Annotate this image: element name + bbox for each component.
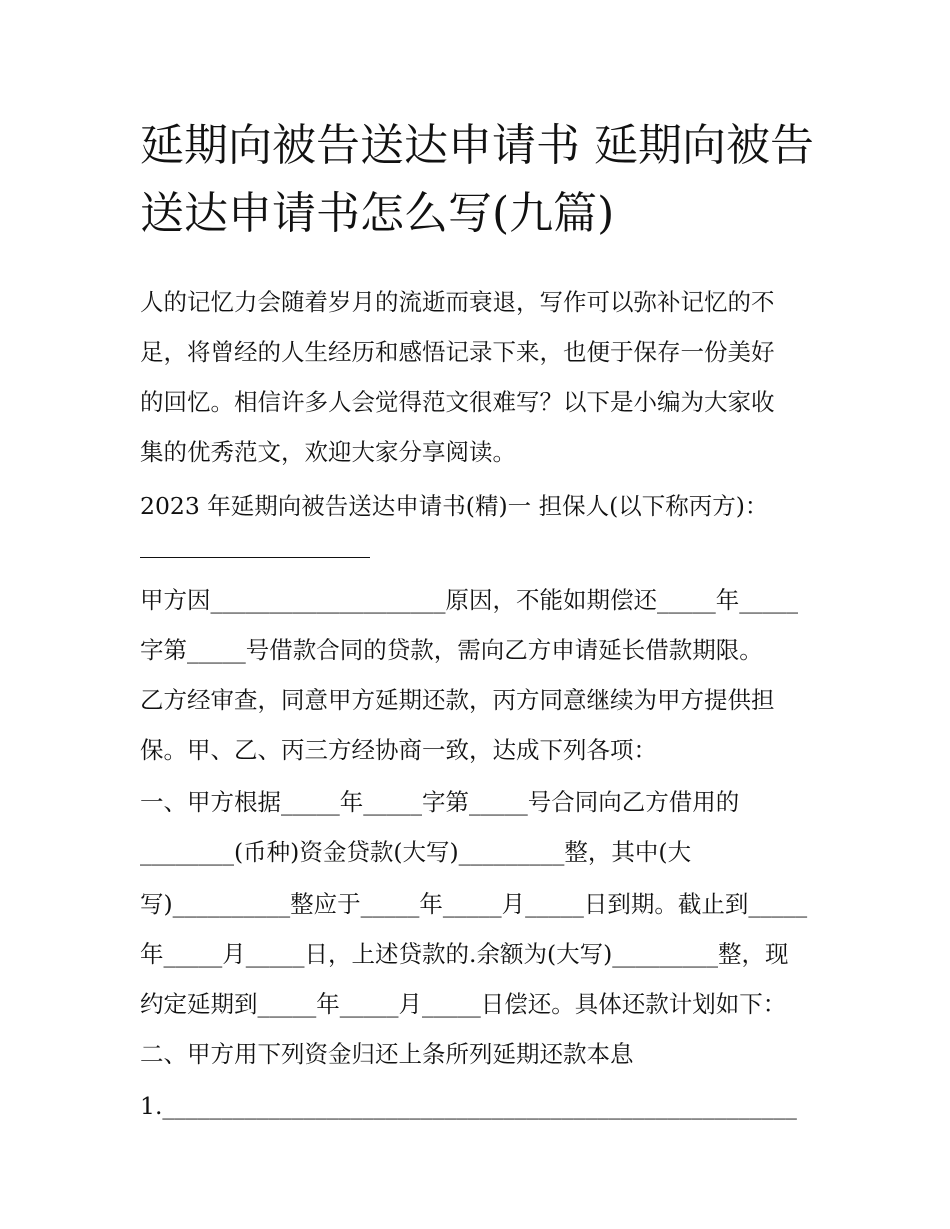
body-line: 集的优秀范文，欢迎大家分享阅读。 [140, 438, 516, 466]
body-line: 写)__________整应于_____年_____月_____日到期。截止到_____ [140, 890, 808, 918]
body-line: 保。甲、乙、丙三方经协商一致，达成下列各项： [140, 736, 657, 764]
body-line: 字第_____号借款合同的贷款，需向乙方申请延长借款期限。 [140, 636, 763, 664]
blank-line [140, 557, 370, 558]
body-line: 1.______________________________________________________ [140, 1092, 797, 1120]
body-line: 的回忆。相信许多人会觉得范文很难写？以下是小编为大家收 [140, 388, 775, 416]
body-line: 人的记忆力会随着岁月的流逝而衰退，写作可以弥补记忆的不 [140, 288, 775, 316]
body-line: 甲方因____________________原因，不能如期偿还_____年_____ [140, 586, 798, 614]
body-line: 乙方经审查，同意甲方延期还款，丙方同意继续为甲方提供担 [140, 686, 775, 714]
body-line: 一、甲方根据_____年_____字第_____号合同向乙方借用的 [140, 788, 740, 816]
body-line: ________(币种)资金贷款(大写)_________整，其中(大 [140, 838, 692, 866]
body-line: 二、甲方用下列资金归还上条所列延期还款本息 [140, 1040, 634, 1068]
body-line: 年_____月_____日，上述贷款的.余额为(大写)_________整，现 [140, 940, 789, 968]
document-title: 延期向被告送达申请书 延期向被告送达申请书怎么写(九篇) [140, 120, 814, 239]
body-line: 约定延期到_____年_____月_____日偿还。具体还款计划如下： [140, 990, 787, 1018]
body-line: 足，将曾经的人生经历和感悟记录下来，也便于保存一份美好 [140, 338, 775, 366]
body-line: 2023 年延期向被告送达申请书(精)一 担保人(以下称丙方)： [140, 492, 769, 520]
